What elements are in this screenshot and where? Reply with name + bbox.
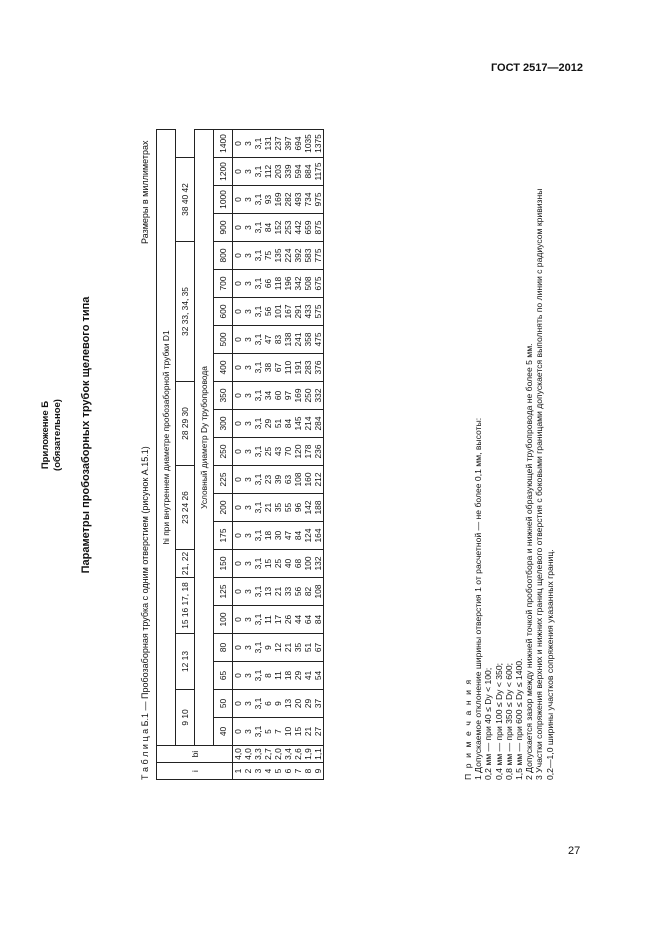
du-80: 80	[214, 634, 233, 662]
cell-value: 250	[303, 382, 313, 410]
cell-value: 21	[303, 718, 313, 746]
cell-value: 237	[273, 130, 283, 158]
cell-value: 3,1	[253, 550, 263, 578]
cell-value: 178	[303, 438, 313, 466]
cell-value: 734	[303, 186, 313, 214]
cell-value: 583	[303, 242, 313, 270]
cell-value: 575	[313, 298, 324, 326]
cell-value: 196	[283, 270, 293, 298]
cell-value: 3	[243, 550, 253, 578]
cell-value: 27	[313, 718, 324, 746]
cell-value: 56	[293, 578, 303, 606]
cell-value: 54	[313, 662, 324, 690]
cell-value: 358	[303, 326, 313, 354]
cell-value: 3,1	[253, 242, 263, 270]
cell-value: 397	[283, 130, 293, 158]
cell-value: 3	[243, 186, 253, 214]
cell-value: 6	[263, 690, 273, 718]
cell-value: 0	[233, 438, 244, 466]
cell-value: 75	[263, 242, 273, 270]
row-i: 6	[283, 763, 293, 780]
cell-value: 3,1	[253, 606, 263, 634]
du-150: 150	[214, 550, 233, 578]
cell-value: 100	[303, 550, 313, 578]
cell-value: 3,1	[253, 718, 263, 746]
cell-value: 0	[233, 130, 244, 158]
cell-value: 0	[233, 186, 244, 214]
table-row	[273, 130, 283, 780]
cell-value: 3	[243, 662, 253, 690]
cell-value: 0	[233, 578, 244, 606]
cell-value: 67	[273, 354, 283, 382]
cell-value: 39	[273, 466, 283, 494]
table-body	[233, 130, 324, 780]
cell-value: 236	[313, 438, 324, 466]
cell-value: 442	[293, 214, 303, 242]
cell-value: 110	[283, 354, 293, 382]
cell-value: 40	[283, 550, 293, 578]
cell-value: 0	[233, 466, 244, 494]
d1-group-8: 38 40 42	[176, 158, 195, 242]
cell-value: 0	[233, 634, 244, 662]
cell-value: 160	[303, 466, 313, 494]
cell-value: 47	[283, 522, 293, 550]
cell-value: 3	[243, 214, 253, 242]
cell-value: 3	[243, 270, 253, 298]
cell-value: 875	[313, 214, 324, 242]
cell-value: 0	[233, 690, 244, 718]
cell-value: 82	[303, 578, 313, 606]
cell-value: 41	[303, 662, 313, 690]
cell-value: 3,1	[253, 186, 263, 214]
cell-value: 23	[263, 466, 273, 494]
cell-value: 775	[313, 242, 324, 270]
table-row	[303, 130, 313, 780]
cell-value: 253	[283, 214, 293, 242]
cell-value: 376	[313, 354, 324, 382]
note-line: 3 Участки сопряжения верхних и нижних границ щелевого отверстия с боковыми границами допускается выполнять по линии с радиусом кривизны	[534, 188, 545, 780]
table-row	[293, 130, 303, 780]
cell-value: 167	[283, 298, 293, 326]
cell-value: 26	[283, 606, 293, 634]
cell-value: 3,1	[253, 634, 263, 662]
table-row	[243, 130, 253, 780]
du-900: 900	[214, 214, 233, 242]
cell-value: 17	[273, 606, 283, 634]
cell-value: 51	[273, 410, 283, 438]
cell-value: 3	[243, 158, 253, 186]
cell-value: 3	[243, 438, 253, 466]
d1-group-2: 12 13	[176, 634, 195, 690]
row-b: 2,7	[263, 746, 273, 763]
cell-value: 15	[293, 718, 303, 746]
cell-value: 66	[263, 270, 273, 298]
cell-value: 694	[293, 130, 303, 158]
cell-value: 433	[303, 298, 313, 326]
d1-group-7: 32 33, 34, 35	[176, 242, 195, 382]
du-250: 250	[214, 438, 233, 466]
row-b: 1,9	[303, 746, 313, 763]
du-225: 225	[214, 466, 233, 494]
table-caption: Т а б л и ц а Б.1 — Пробозаборная трубка с одним отверстием (рисунок А.15.1)	[140, 446, 150, 780]
cell-value: 3	[243, 718, 253, 746]
cell-value: 3,1	[253, 438, 263, 466]
cell-value: 342	[293, 270, 303, 298]
du-200: 200	[214, 494, 233, 522]
cell-value: 3,1	[253, 578, 263, 606]
cell-value: 93	[263, 186, 273, 214]
cell-value: 12	[273, 634, 283, 662]
cell-value: 18	[283, 662, 293, 690]
row-i: 1	[233, 763, 244, 780]
cell-value: 64	[303, 606, 313, 634]
cell-value: 34	[263, 382, 273, 410]
cell-value: 241	[293, 326, 303, 354]
cell-value: 0	[233, 382, 244, 410]
cell-value: 11	[263, 606, 273, 634]
cell-value: 11	[273, 662, 283, 690]
cell-value: 55	[283, 494, 293, 522]
units-note: Размеры в миллиметрах	[140, 140, 150, 244]
du-65: 65	[214, 662, 233, 690]
cell-value: 108	[313, 578, 324, 606]
cell-value: 152	[273, 214, 283, 242]
cell-value: 135	[273, 242, 283, 270]
cell-value: 1375	[313, 130, 324, 158]
du-175: 175	[214, 522, 233, 550]
cell-value: 20	[293, 690, 303, 718]
cell-value: 283	[303, 354, 313, 382]
cell-value: 291	[293, 298, 303, 326]
cell-value: 3	[243, 578, 253, 606]
cell-value: 282	[283, 186, 293, 214]
cell-value: 475	[313, 326, 324, 354]
cell-value: 68	[293, 550, 303, 578]
cell-value: 13	[263, 578, 273, 606]
cell-value: 0	[233, 354, 244, 382]
cell-value: 132	[313, 550, 324, 578]
cell-value: 0	[233, 494, 244, 522]
cell-value: 212	[313, 466, 324, 494]
cell-value: 3,1	[253, 690, 263, 718]
cell-value: 169	[293, 382, 303, 410]
cell-value: 84	[293, 522, 303, 550]
cell-value: 3,1	[253, 158, 263, 186]
d1-group-1: 9 10	[176, 690, 195, 746]
cell-value: 30	[273, 522, 283, 550]
cell-value: 0	[233, 606, 244, 634]
cell-value: 3,1	[253, 662, 263, 690]
cell-value: 0	[233, 270, 244, 298]
cell-value: 0	[233, 718, 244, 746]
cell-value: 63	[283, 466, 293, 494]
cell-value: 224	[283, 242, 293, 270]
col-bi-header: bi	[157, 746, 233, 763]
row-i: 7	[293, 763, 303, 780]
note-line: 0,2 мм — при 40 ≤ Dy < 100;	[483, 667, 494, 780]
row-b: 1,1	[313, 746, 324, 763]
cell-value: 3	[243, 382, 253, 410]
cell-value: 0	[233, 326, 244, 354]
notes-heading: П р и м е ч а н и я	[463, 678, 473, 780]
cell-value: 8	[263, 662, 273, 690]
du-header: Условный диаметр Dy трубопровода	[195, 130, 214, 746]
cell-value: 3	[243, 410, 253, 438]
hi-header: hi при внутреннем диаметре пробозаборной трубки D1	[157, 130, 176, 746]
table-row	[263, 130, 273, 780]
cell-value: 15	[263, 550, 273, 578]
du-40: 40	[214, 718, 233, 746]
du-800: 800	[214, 242, 233, 270]
cell-value: 3	[243, 242, 253, 270]
cell-value: 33	[283, 578, 293, 606]
cell-value: 3,1	[253, 354, 263, 382]
cell-value: 3,1	[253, 466, 263, 494]
d1-group-row	[176, 130, 195, 780]
cell-value: 0	[233, 214, 244, 242]
parameters-table	[156, 129, 324, 780]
row-i: 4	[263, 763, 273, 780]
cell-value: 1175	[313, 158, 324, 186]
appendix-heading	[40, 90, 64, 780]
cell-value: 3,1	[253, 270, 263, 298]
cell-value: 120	[293, 438, 303, 466]
cell-value: 9	[263, 634, 273, 662]
cell-value: 203	[273, 158, 283, 186]
cell-value: 37	[313, 690, 324, 718]
table-row	[233, 130, 244, 780]
cell-value: 118	[273, 270, 283, 298]
d1-group-5: 23 24 26	[176, 466, 195, 550]
cell-value: 83	[273, 326, 283, 354]
cell-value: 13	[283, 690, 293, 718]
cell-value: 44	[293, 606, 303, 634]
cell-value: 3	[243, 522, 253, 550]
cell-value: 284	[313, 410, 324, 438]
cell-value: 25	[273, 550, 283, 578]
cell-value: 594	[293, 158, 303, 186]
cell-value: 0	[233, 158, 244, 186]
cell-value: 131	[263, 130, 273, 158]
cell-value: 659	[303, 214, 313, 242]
row-b: 4,0	[243, 746, 253, 763]
row-i: 3	[253, 763, 263, 780]
du-100: 100	[214, 606, 233, 634]
cell-value: 70	[283, 438, 293, 466]
row-i: 9	[313, 763, 324, 780]
row-b: 3,4	[283, 746, 293, 763]
row-b: 2,0	[273, 746, 283, 763]
cell-value: 3,1	[253, 410, 263, 438]
cell-value: 43	[273, 438, 283, 466]
cell-value: 3	[243, 354, 253, 382]
cell-value: 38	[263, 354, 273, 382]
cell-value: 29	[303, 690, 313, 718]
cell-value: 493	[293, 186, 303, 214]
cell-value: 18	[263, 522, 273, 550]
page-number: 27	[568, 845, 581, 857]
cell-value: 35	[293, 634, 303, 662]
cell-value: 10	[283, 718, 293, 746]
cell-value: 3,1	[253, 382, 263, 410]
d1-group-4: 21, 22	[176, 550, 195, 578]
cell-value: 0	[233, 522, 244, 550]
cell-value: 3	[243, 130, 253, 158]
cell-value: 84	[313, 606, 324, 634]
cell-value: 3	[243, 326, 253, 354]
note-line: 0,8 мм — при 350 ≤ Dy < 600;	[503, 663, 514, 780]
cell-value: 47	[263, 326, 273, 354]
notes-block	[463, 90, 555, 780]
du-1200: 1200	[214, 158, 233, 186]
du-row	[214, 130, 233, 780]
cell-value: 188	[313, 494, 324, 522]
cell-value: 0	[233, 242, 244, 270]
cell-value: 21	[263, 494, 273, 522]
table-row	[283, 130, 293, 780]
cell-value: 84	[283, 410, 293, 438]
col-i-header: i	[157, 763, 233, 780]
cell-value: 142	[303, 494, 313, 522]
row-i: 8	[303, 763, 313, 780]
note-line: 2 Допускается зазор между нижней точкой пробоотбора и нижней образующей трубопровода не более 5 мм.	[524, 343, 535, 780]
main-title: Параметры пробозаборных трубок щелевого типа	[80, 296, 92, 574]
du-300: 300	[214, 410, 233, 438]
du-400: 400	[214, 354, 233, 382]
cell-value: 9	[273, 690, 283, 718]
du-600: 600	[214, 298, 233, 326]
cell-value: 3,1	[253, 130, 263, 158]
du-125: 125	[214, 578, 233, 606]
note-line: 1,5 мм — при 600 ≤ Dy ≤ 1400.	[514, 658, 525, 780]
cell-value: 3	[243, 466, 253, 494]
cell-value: 169	[273, 186, 283, 214]
note-line: 0,2—1,0 ширины участков сопряжения указанных границ.	[544, 549, 555, 780]
standard-header: ГОСТ 2517—2012	[490, 62, 583, 74]
du-700: 700	[214, 270, 233, 298]
cell-value: 392	[293, 242, 303, 270]
cell-value: 0	[233, 662, 244, 690]
cell-value: 21	[273, 578, 283, 606]
cell-value: 108	[293, 466, 303, 494]
cell-value: 25	[263, 438, 273, 466]
cell-value: 145	[293, 410, 303, 438]
cell-value: 0	[233, 298, 244, 326]
cell-value: 7	[273, 718, 283, 746]
d1-group-3: 15 16 17, 18	[176, 578, 195, 634]
row-i: 2	[243, 763, 253, 780]
du-350: 350	[214, 382, 233, 410]
cell-value: 51	[303, 634, 313, 662]
cell-value: 84	[263, 214, 273, 242]
cell-value: 332	[313, 382, 324, 410]
cell-value: 21	[283, 634, 293, 662]
appendix-status: (обязательное)	[52, 399, 63, 471]
rotated-page-content	[30, 90, 590, 780]
cell-value: 0	[233, 550, 244, 578]
appendix-title: Приложение Б	[40, 400, 51, 470]
note-line: 0,4 мм — при 100 ≤ Dy < 350;	[493, 663, 504, 780]
cell-value: 884	[303, 158, 313, 186]
cell-value: 35	[273, 494, 283, 522]
cell-value: 29	[293, 662, 303, 690]
du-1400: 1400	[214, 130, 233, 158]
row-i: 5	[273, 763, 283, 780]
cell-value: 5	[263, 718, 273, 746]
du-1000: 1000	[214, 186, 233, 214]
row-b: 3,3	[253, 746, 263, 763]
table-row	[313, 130, 324, 780]
cell-value: 97	[283, 382, 293, 410]
cell-value: 29	[263, 410, 273, 438]
cell-value: 3,1	[253, 298, 263, 326]
cell-value: 0	[233, 410, 244, 438]
cell-value: 975	[313, 186, 324, 214]
note-line: 1 Допускаемое отклонение ширины отверстия 1 от расчетной — не более 0,1 мм, высоты:	[473, 417, 484, 780]
cell-value: 675	[313, 270, 324, 298]
table-row	[253, 130, 263, 780]
d1-group-6: 28 29 30	[176, 382, 195, 466]
cell-value: 3	[243, 494, 253, 522]
cell-value: 3	[243, 690, 253, 718]
row-b: 4,0	[233, 746, 244, 763]
cell-value: 101	[273, 298, 283, 326]
cell-value: 3,1	[253, 214, 263, 242]
cell-value: 56	[263, 298, 273, 326]
cell-value: 3,1	[253, 326, 263, 354]
cell-value: 508	[303, 270, 313, 298]
row-b: 2,6	[293, 746, 303, 763]
cell-value: 96	[293, 494, 303, 522]
du-50: 50	[214, 690, 233, 718]
cell-value: 3	[243, 606, 253, 634]
cell-value: 214	[303, 410, 313, 438]
cell-value: 124	[303, 522, 313, 550]
cell-value: 112	[263, 158, 273, 186]
cell-value: 138	[283, 326, 293, 354]
cell-value: 3,1	[253, 494, 263, 522]
cell-value: 3,1	[253, 522, 263, 550]
cell-value: 3	[243, 298, 253, 326]
cell-value: 67	[313, 634, 324, 662]
cell-value: 1035	[303, 130, 313, 158]
cell-value: 60	[273, 382, 283, 410]
du-500: 500	[214, 326, 233, 354]
cell-value: 3	[243, 634, 253, 662]
cell-value: 164	[313, 522, 324, 550]
cell-value: 191	[293, 354, 303, 382]
cell-value: 339	[283, 158, 293, 186]
